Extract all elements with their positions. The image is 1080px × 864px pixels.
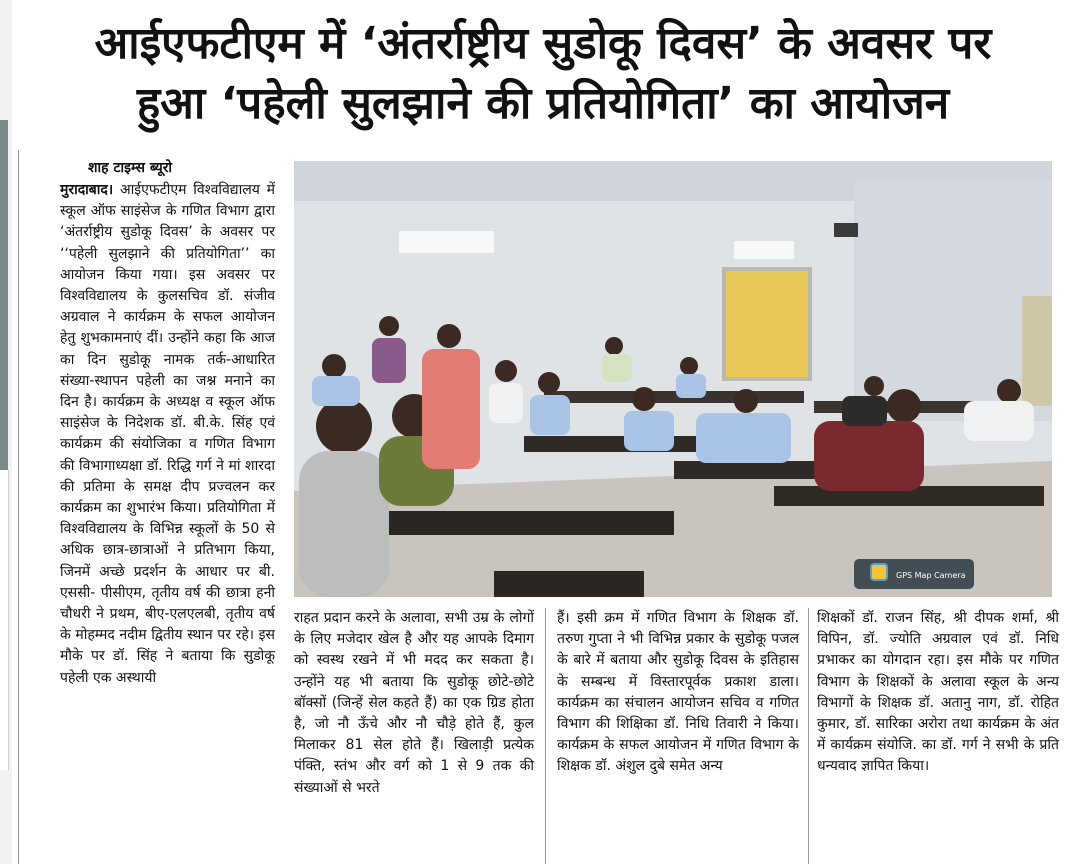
classroom-photo-illustration xyxy=(294,161,1052,597)
photo-window xyxy=(724,269,810,379)
photo-desk xyxy=(374,511,674,535)
headline xyxy=(18,14,1068,134)
headline-line-2: हुआ ‘पहेली सुलझाने की प्रतियोगिता’ का आयोजन xyxy=(136,78,950,129)
article-column-3: हैं। इसी क्रम में गणित विभाग के शिक्षक डॉ. तरुण गुप्ता ने भी विभिन्न प्रकार के सुडोकू पजल के बारे में बताया और सुडोकू दिवस के इतिहास के सम्बन्ध में विस्तारपूर्वक प्रकाश डाला। कार्यक्रम का संचालन आयोजन सचिव व गणित विभाग की शिक्षिका डॉ. निधि तिवारी ने किया। कार्यक्रम के सफल आयोजन में गणित विभाग के शिक्षक डॉ. अंशुल दुबे समेत अन्य xyxy=(557,610,799,775)
article-column-1-text: आईएफटीएम विश्वविद्यालय में स्कूल ऑफ साइंसेज के गणित विभाग द्वारा ‘अंतर्राष्ट्रीय सुडोकू दिवस’ के अवसर पर ‘‘पहेली सुलझाने की प्रतियोगिता’’ का आयोजन किया गया। इस अवसर पर विश्वविद्यालय के कुलसचिव डॉ. संजीव अग्रवाल ने कार्यक्रम के सफल आयोजन हेतु शुभकामनाएं दीं। उन्होंने कहा कि आज का दिन सुडोकू नामक तर्क-आधारित संख्या-स्थापन पहेली का जश्न मनाने का दिन है। कार्यक्रम के अध्यक्ष व स्कूल ऑफ साइंसेज के निदेशक डॉ. बी.के. सिंह एवं कार्यक्रम की संयोजिका व गणित विभाग की विभागाध्यक्षा डॉ. रिद्धि गर्ग ने मां शारदा की प्रतिमा के समक्ष दीप प्रज्वलन कर कार्यक्रम का शुभारंभ किया। प्रतियोगिता में विश्वविद्यालय के विभिन्न स्कूलों के 50 से अधिक छात्र-छात्राओं ने प्रतिभाग किया, जिनमें अच्छे प्रदर्शन के आधार पर बी. एससी- पीसीएम, तृतीय वर्ष की छात्रा हनी चौधरी ने प्रथम, बीए-एलएलबी, तृतीय वर्ष के मोहम्मद नदीम द्वितीय स्थान पर रहे। इस मौके पर डॉ. सिंह ने बताया कि सुडोकू पहेली एक अस्थायी xyxy=(60,182,275,686)
photo-projector xyxy=(834,223,858,237)
headline-line-1: आईएफटीएम में ‘अंतर्राष्ट्रीय सुडोकू दिवस’ के अवसर पर xyxy=(94,18,992,69)
gps-camera-icon xyxy=(870,563,888,581)
photo-door xyxy=(1022,296,1052,406)
adjacent-page-strip xyxy=(0,0,12,864)
column-rule xyxy=(18,150,19,864)
column-rule xyxy=(545,608,546,864)
article-column-4: शिक्षकों डॉ. राजन सिंह, श्री दीपक शर्मा, श्री विपिन, डॉ. ज्योति अग्रवाल एवं डॉ. निधि प्रभाकर का योगदान रहा। इस मौके पर गणित विभाग के शिक्षकों के अलावा स्कूल के अन्य विभागों के शिक्षक डॉ. अतानु नाग, डॉ. रोहित कुमार, डॉ. सारिका अरोरा तथा कार्यक्रम के अंत में कार्यक्रम संयोजि. का डॉ. गर्ग ने सभी के प्रति धन्यवाद ज्ञापित किया। xyxy=(817,610,1059,775)
adjacent-photo-edge xyxy=(0,120,8,470)
dateline: मुरादाबाद। xyxy=(60,182,114,198)
photo-light xyxy=(399,231,494,253)
photo-desk xyxy=(544,391,804,403)
photo-desk xyxy=(494,571,644,597)
byline: शाह टाइम्स ब्यूरो xyxy=(88,160,173,176)
photo-light xyxy=(734,241,794,259)
photo-watermark-text: GPS Map Camera xyxy=(896,571,966,580)
column-rule xyxy=(808,608,809,864)
adjacent-column-edge xyxy=(0,470,9,770)
news-photo xyxy=(294,161,1052,597)
article-column-2: राहत प्रदान करने के अलावा, सभी उम्र के लोगों के लिए मजेदार खेल है और यह आपके दिमाग को स्वस्थ रखने में भी मदद कर सकता है। उन्होंने यह भी बताया कि सुडोकू छोटे-छोटे बॉक्सों (जिन्हें सेल कहते हैं) का एक ग्रिड होता है, जो नौ ऊँचे और नौ चौड़े होते हैं, कुल मिलाकर 81 सेल होते हैं। खिलाड़ी प्रत्येक पंक्ति, स्तंभ और वर्ग को 1 से 9 तक की संख्याओं से भरते xyxy=(294,610,534,796)
article-column-1 xyxy=(60,180,275,689)
